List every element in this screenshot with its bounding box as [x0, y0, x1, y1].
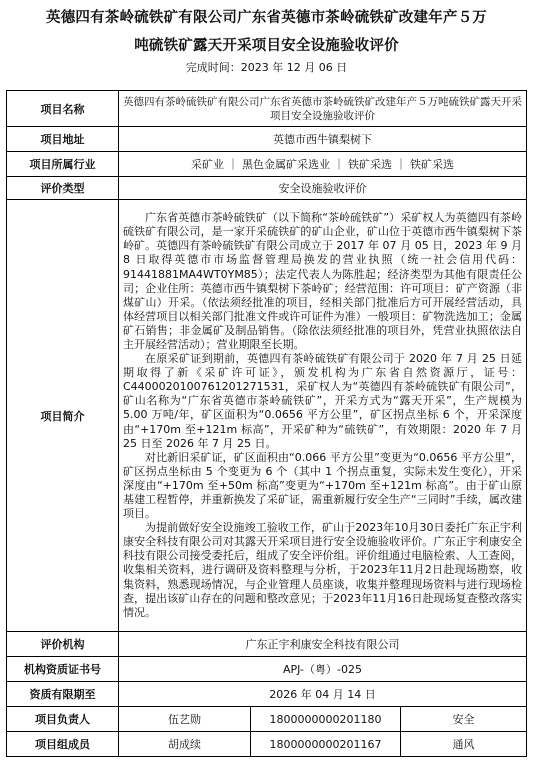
- label-project-address: 项目地址: [7, 127, 119, 152]
- value-eval-type: 安全设施验收评价: [119, 177, 527, 200]
- label-cert-no: 机构资质证书号: [7, 657, 119, 682]
- label-cert-valid: 资质有限期至: [7, 682, 119, 707]
- label-project-name: 项目名称: [7, 91, 119, 127]
- completion-date: 完成时间：2023 年 12 月 06 日: [185, 61, 348, 74]
- leader-name: 伍艺勋: [119, 707, 251, 732]
- value-intro: [119, 200, 527, 632]
- row-member: [7, 732, 527, 757]
- row-cert-no: [7, 657, 527, 682]
- row-intro: [7, 200, 527, 632]
- label-eval-type: 评价类型: [7, 177, 119, 200]
- leader-field: 安全: [401, 707, 527, 732]
- value-project-address: 英德市西牛镇梨树下: [119, 127, 527, 152]
- intro-paragraph-2: 在原采矿证到期前，英德四有茶岭硫铁矿有限公司于 2020 年 7 月 25 日延期取得了新《采矿许可证》，颁发机构为广东省自然资源厅，证号：C4400020100761201271531，采矿权人为“英德四有茶岭硫铁矿有限公司”，矿山名称为“广东省英德市茶岭硫铁矿”，开采方式为“露天开采”，生产规模为 5.00 万吨/年，矿区面积为“0.0656 平方公里”，矿区拐点坐标 6 个，开采深度由“+170m 至+121m 标高”，开采矿种为“硫铁矿”，有效期限：2020 年 7 月 25 日至 2026 年 7 月 25 日。: [123, 352, 522, 450]
- value-industry: 采矿业 ｜ 黑色金属矿采选业 ｜ 铁矿采选 ｜ 铁矿采选: [119, 152, 527, 177]
- intro-paragraph-1: 广东省英德市茶岭硫铁矿（以下简称“茶岭硫铁矿”）采矿权人为英德四有茶岭硫铁矿有限公司，是一家开采硫铁矿的矿山企业，矿山位于英德市西牛镇梨树下茶岭矿。英德四有茶岭硫铁矿有限公司成立于 2017 年 07 月 05 日，2023 年 9 月 8 日取得英德市市场监督管理局换发的营业执照（统一社会信用代码：91441881MA4WT0YM85）；法定代表人为陈胜起；经济类型为其他有限责任公司；企业住所：英德市西牛镇梨树下茶岭矿；经营范围：许可项目：矿产资源（非煤矿山）开采。（依法须经批准的项目，经相关部门批准后方可开展经营活动，具体经营项目以相关部门批准文件或许可证件为准）一般项目：矿物洗选加工；金属矿石销售；非金属矿及制品销售。（除依法须经批准的项目外，凭营业执照依法自主开展经营活动）；营业期限至长期。: [123, 211, 522, 351]
- row-project-address: [7, 127, 527, 152]
- row-project-name: [7, 91, 527, 127]
- row-industry: [7, 152, 527, 177]
- row-leader: [7, 707, 527, 732]
- title-line-2: 吨硫铁矿露天开采项目安全设施验收评价: [134, 37, 399, 54]
- value-eval-org: 广东正宇利康安全科技有限公司: [119, 632, 527, 657]
- label-leader: 项目负责人: [7, 707, 119, 732]
- label-intro: 项目简介: [7, 200, 119, 632]
- row-cert-valid: [7, 682, 527, 707]
- document-title: [0, 4, 533, 60]
- title-line-1: 英德四有茶岭硫铁矿有限公司广东省英德市茶岭硫铁矿改建年产５万: [46, 9, 487, 26]
- row-eval-org: [7, 632, 527, 657]
- value-cert-valid: 2026 年 04 月 14 日: [119, 682, 527, 707]
- document-page: [0, 4, 533, 764]
- value-project-name: 英德四有茶岭硫铁矿有限公司广东省英德市茶岭硫铁矿改建年产５万吨硫铁矿露天开采项目安全设施验收评价: [119, 91, 527, 127]
- leader-id: 1800000000201180: [251, 707, 401, 732]
- row-eval-type: [7, 177, 527, 200]
- member-name: 胡成续: [119, 732, 251, 757]
- value-cert-no: APJ-（粤）-025: [119, 657, 527, 682]
- project-info-table: [6, 90, 527, 757]
- intro-paragraph-4: 为提前做好安全设施竣工验收工作，矿山于2023年10月30日委托广东正宇利康安全科技有限公司对其露天开采项目进行安全设施验收评价。广东正宇利康安全科技有限公司接受委托后，组成了安全评价组。评价组通过电脑检索、人工查阅，收集相关资料，进行调研及资料整理与分析，于2023年11月2日赴现场勘察，收集资料，熟悉现场情况，与企业管理人员座谈，收集并整理现场资料与进行现场检查，提出该矿山存在的问题和整改意见；于2023年11月16日赴现场复查整改落实情况。: [123, 521, 522, 619]
- member-id: 1800000000201167: [251, 732, 401, 757]
- member-field: 通风: [401, 732, 527, 757]
- label-member: 项目组成员: [7, 732, 119, 757]
- label-industry: 项目所属行业: [7, 152, 119, 177]
- label-eval-org: 评价机构: [7, 632, 119, 657]
- intro-paragraph-3: 对比新旧采矿证，矿区面积由“0.066 平方公里”变更为“0.0656 平方公里”，矿区拐点坐标由 5 个变更为 6 个（其中 1 个拐点重复，实际未发生变化），开采深度由“+170m 至+50m 标高”变更为“+170m 至+121m 标高”。由于矿山原基建工程暂停，并重新换发了采矿证，需重新履行安全生产“三同时”手续，属改建项目。: [123, 450, 522, 521]
